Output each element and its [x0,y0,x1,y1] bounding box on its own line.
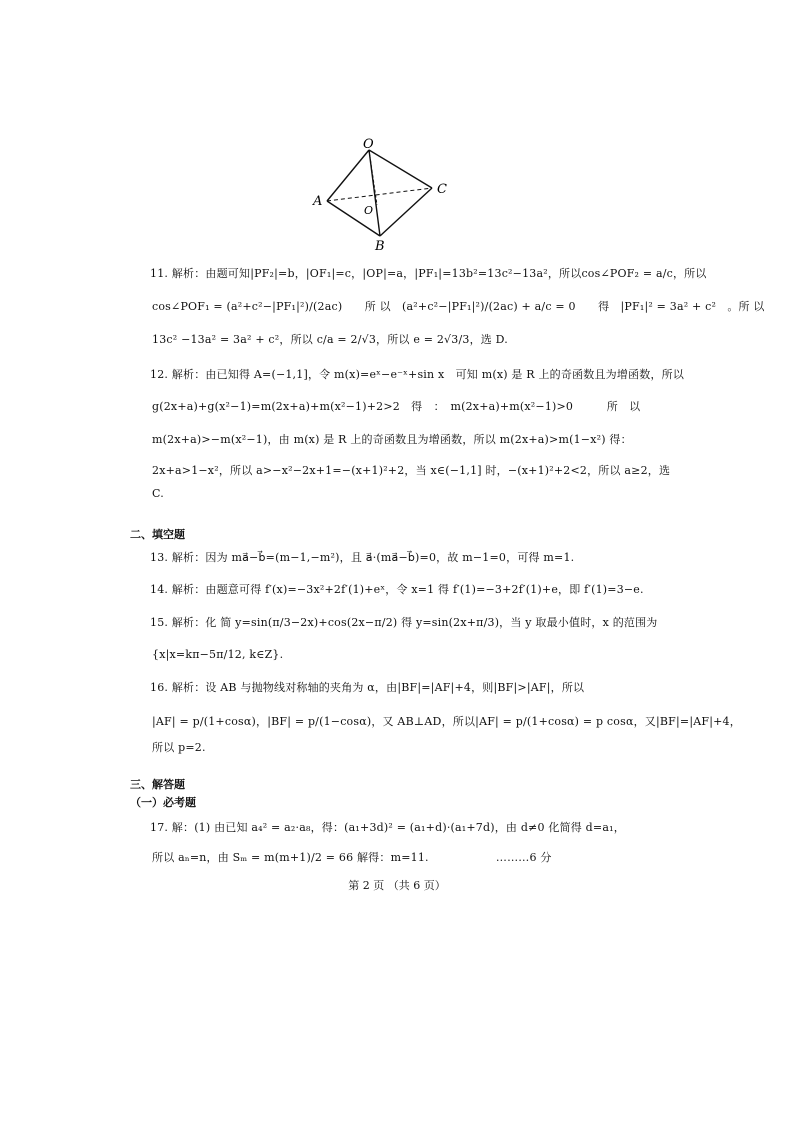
q17-line-1: 17. 解：(1) 由已知 a₄² = a₂·a₈，得：(a₁+3d)² = (a₁+d)·(a₁+7d)，由 d≠0 化简得 d=a₁， [150,821,625,834]
label-O-top: O [363,137,374,152]
q11-line-3: 13c² −13a² = 3a² + c²，所以 c/a = 2/√3，所以 e = 2√3/3，选 D. [152,333,508,346]
section-solution-title: 三、解答题 [130,778,185,791]
q12-line-1: 12. 解析：由已知得 A=(−1,1]，令 m(x)=eˣ−e⁻ˣ+sin x 可知 m(x) 是 R 上的奇函数且为增函数，所以 [150,368,685,381]
q15-line-2: {x|x=kπ−5π/12, k∈Z}. [152,648,284,661]
edge-OA [327,150,369,201]
label-A: A [313,194,323,209]
edge-OB [369,150,380,236]
q16-line-1: 16. 解析：设 AB 与抛物线对称轴的夹角为 α，由|BF|=|AF|+4，则|BF|>|AF|，所以 [150,681,585,694]
section-required-title: （一）必考题 [130,796,196,809]
edge-OC [369,150,432,188]
q12-line-4: 2x+a>1−x²，所以 a>−x²−2x+1=−(x+1)²+2，当 x∈(−1,1] 时，−(x+1)²+2<2，所以 a≥2，选 [152,464,671,477]
q13-line: 13. 解析：因为 ma⃗−b⃗=(m−1,−m²)，且 a⃗·(ma⃗−b⃗)=0，故 m−1=0，可得 m=1. [150,551,575,564]
q11-line-2: cos∠POF₁ = (a²+c²−|PF₁|²)/(2ac) 所 以 (a²+c²−|PF₁|²)/(2ac) + a/c = 0 得 |PF₁|² = 3a² + c² 。所 以 [152,300,765,313]
q16-line-2: |AF| = p/(1+cosα)，|BF| = p/(1−cosα)，又 AB⊥AD，所以|AF| = p/(1+cosα) = p cosα，又|BF|=|AF|+4， [152,715,741,728]
edge-BC [380,188,432,236]
section-fill-in-title: 二、填空题 [130,528,185,541]
q14-line: 14. 解析：由题意可得 f′(x)=−3x²+2f′(1)+eˣ，令 x=1 得 f′(1)=−3+2f′(1)+e，即 f′(1)=3−e. [150,583,644,596]
q12-line-3: m(2x+a)>−m(x²−1)，由 m(x) 是 R 上的奇函数且为增函数，所以 m(2x+a)>m(1−x²) 得： [152,433,632,446]
q17-line-2: 所以 aₙ=n，由 Sₘ = m(m+1)/2 = 66 解得：m=11. ………6 分 [152,851,552,864]
q11-line-1: 11. 解析：由题可知|PF₂|=b，|OF₁|=c，|OP|=a，|PF₁|=13b²=13c²−13a²，所以cos∠POF₂ = a/c，所以 [150,267,707,280]
label-C: C [437,182,447,197]
q12-line-2: g(2x+a)+g(x²−1)=m(2x+a)+m(x²−1)+2>2 得 ： m(2x+a)+m(x²−1)>0 所 以 [152,400,641,413]
tetrahedron-figure [0,0,794,260]
q16-line-3: 所以 p=2. [152,741,206,754]
label-O-center: O [364,204,374,217]
q15-line-1: 15. 解析：化 简 y=sin(π/3−2x)+cos(2x−π/2) 得 y=sin(2x+π/3)，当 y 取最小值时，x 的范围为 [150,616,658,629]
label-B: B [375,239,385,254]
q12-line-5: C. [152,487,164,500]
edge-AC-hidden [327,188,432,201]
page-footer: 第 2 页 （共 6 页） [348,879,446,892]
